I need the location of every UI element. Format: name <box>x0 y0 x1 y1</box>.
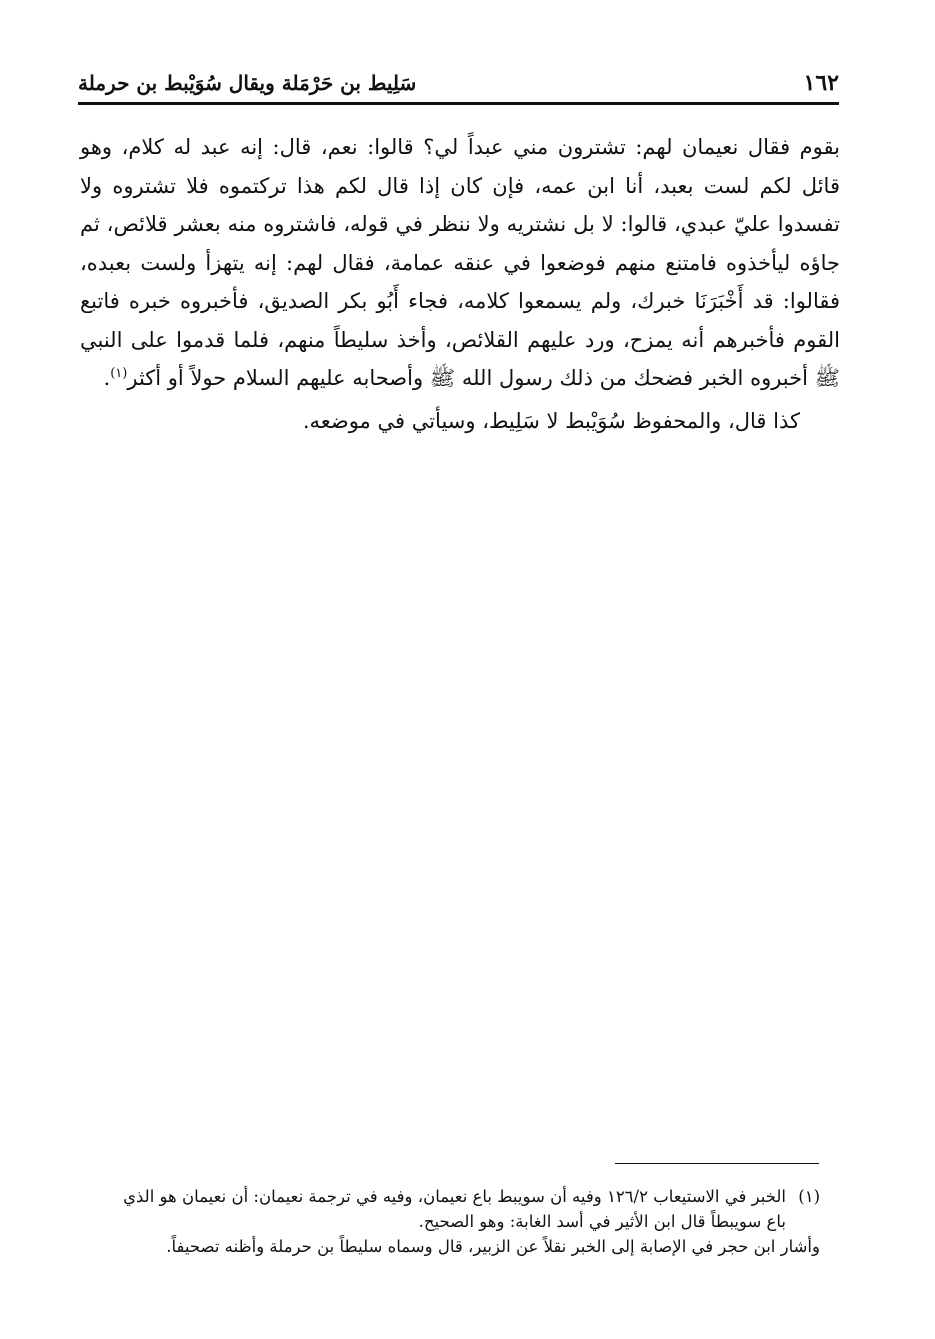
body-text <box>80 128 840 440</box>
paragraph-1-text: بقوم فقال نعيمان لهم: تشترون مني عبداً لي؟ قالوا: نعم، قال: إنه عبد له كلام، وهو قائل لكم لست بعبد، أنا ابن عمه، فإن كان إذا قال لكم هذا تركتموه فلا تشتروه ولا تفسدوا عليّ عبدي، قالوا: لا بل نشتريه ولا ننظر في قوله، فاشتروه منه بعشر قلائص، ثم جاؤه ليأخذوه فامتنع منهم فوضعوا في عنقه عمامة، فقال لهم: إنه يتهزأ ولست بعبده، فقالوا: قد أَخْبَرَنَا خبرك، ولم يسمعوا كلامه، فجاء أَبُو بكر الصديق، فأخبروه خبره فاتبع القوم فأخبرهم أنه يمزح، ورد عليهم القلائص، وأخذ سليطاً منهم، فلما قدموا على النبي ﷺ أخبروه الخبر فضحك من ذلك رسول الله ﷺ وأصحابه عليهم السلام حولاً أو أكثر <box>80 135 840 390</box>
footnote-reference: (١) <box>110 366 128 381</box>
footnote-line-3: وأشار ابن حجر في الإصابة إلى الخبر نقلاً عن الزبير، قال وسماه سليطاً بن حرملة وأظنه تصحيفاً. <box>166 1237 820 1256</box>
footnote-1 <box>70 1184 820 1259</box>
running-head <box>78 58 839 98</box>
footnote-rule <box>615 1163 819 1164</box>
paragraph-1 <box>80 128 840 398</box>
footnote-line-2: باع سويبطاً قال ابن الأثير في أسد الغابة: وهو الصحيح. <box>418 1212 786 1231</box>
footnote-line-1: الخبر في الاستيعاب ١٢٦/٢ وفيه أن سويبط باع نعيمان، وفيه في ترجمة نعيمان: أن نعيمان هو الذي <box>123 1187 786 1206</box>
footnotes <box>70 1184 820 1259</box>
page-number: ١٦٢ <box>803 70 839 96</box>
paragraph-2: كذا قال، والمحفوظ سُوَيْبط لا سَلِيط، وسيأتي في موضعه. <box>302 408 800 433</box>
paragraph-1-end: . <box>103 366 111 390</box>
header-rule <box>78 102 839 105</box>
footnote-number: (١) <box>798 1187 820 1206</box>
footnote-body <box>70 1184 820 1259</box>
running-title: سَلِيط بن حَرْمَلة ويقال سُوَيْبط بن حرملة <box>78 71 417 95</box>
